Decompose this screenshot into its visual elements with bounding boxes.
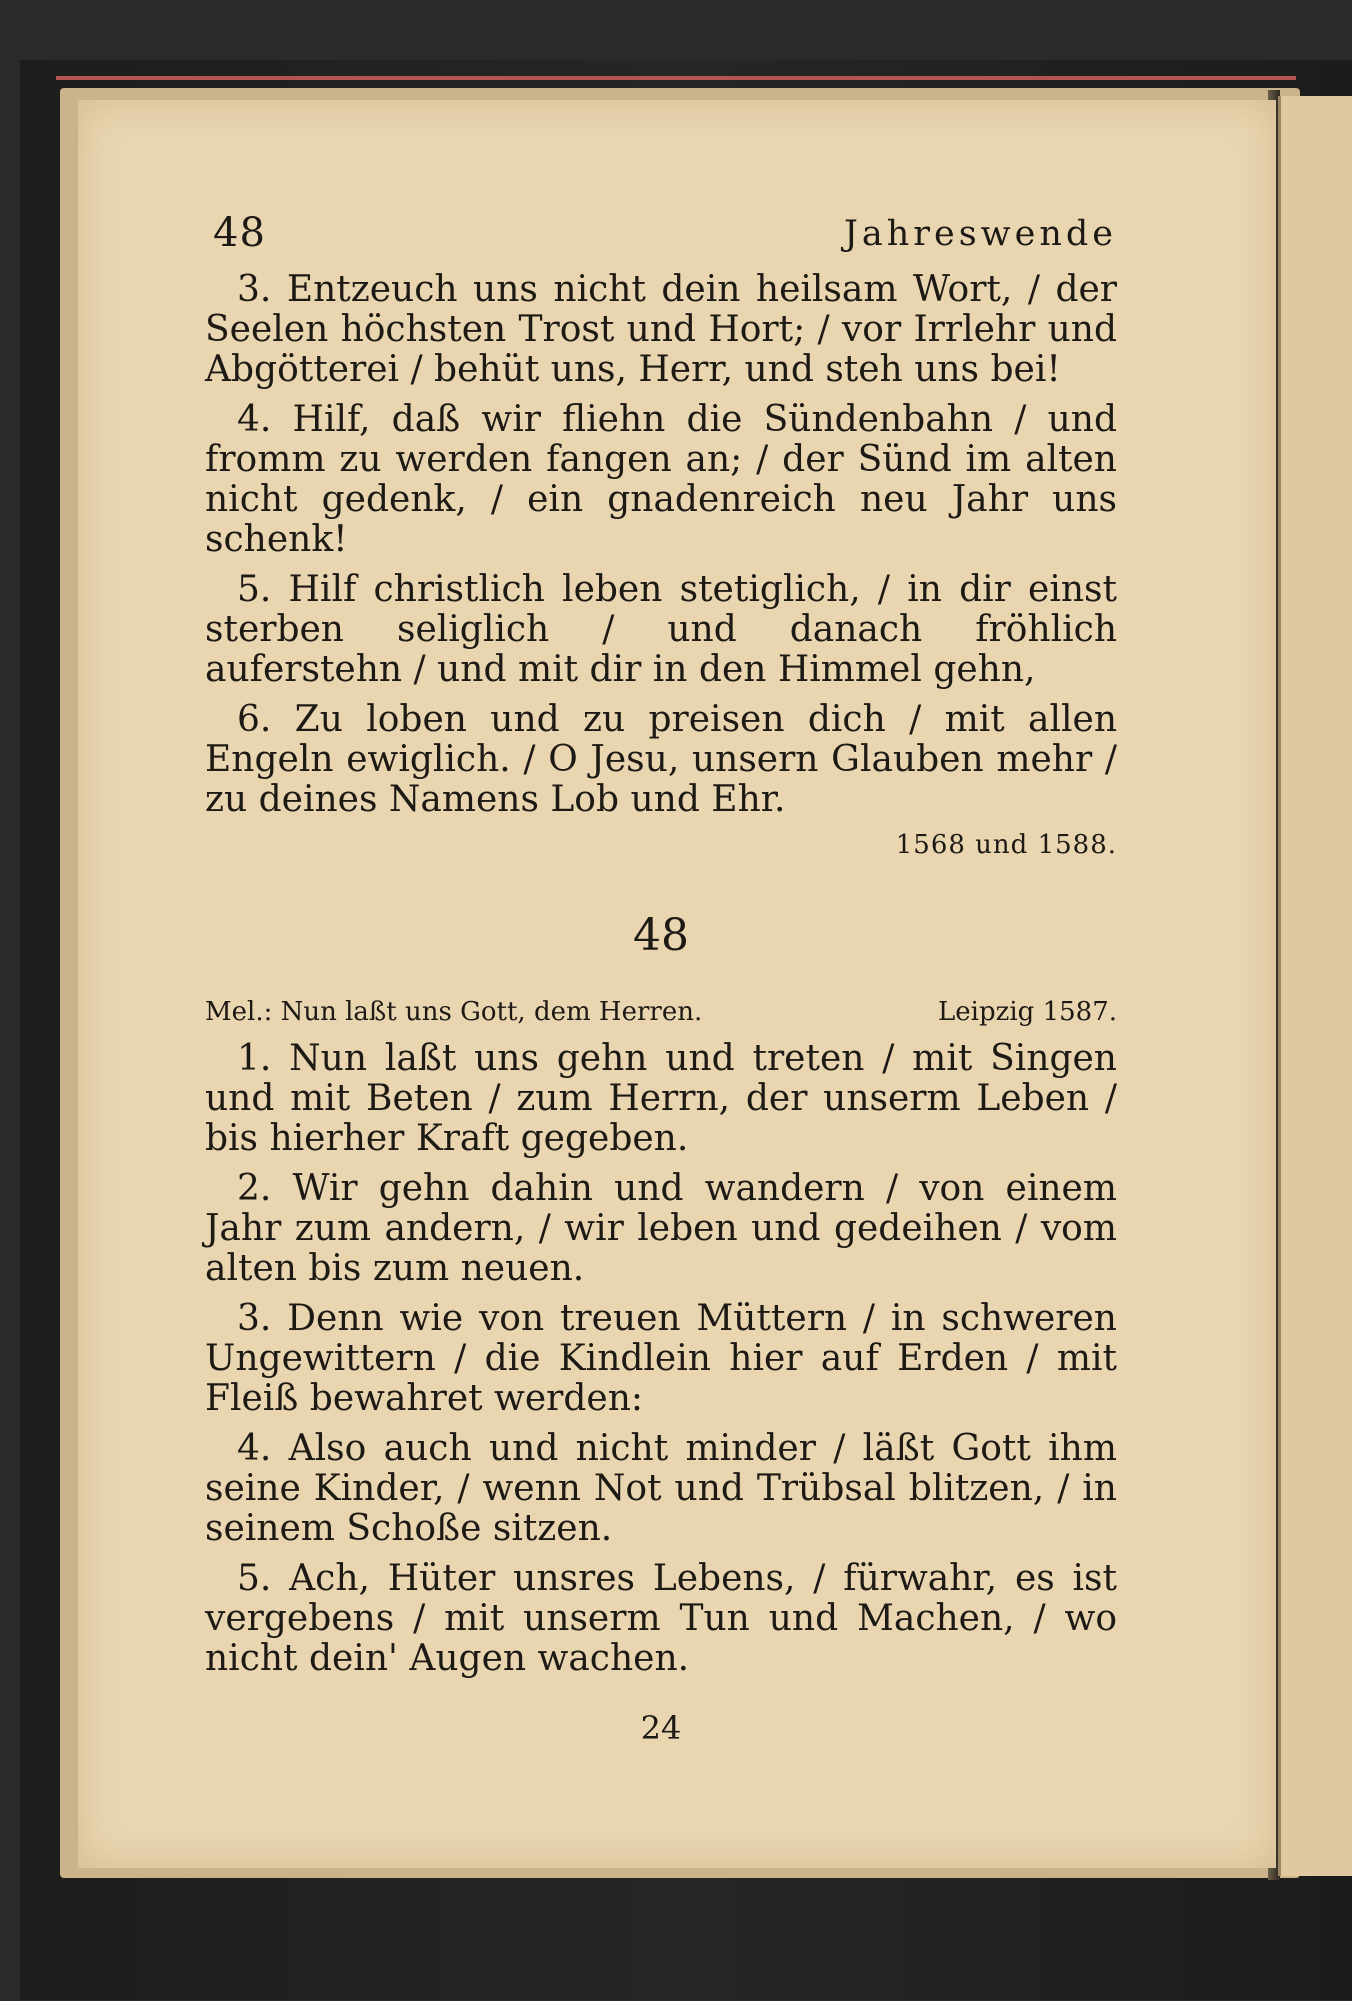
hymn-verses bbox=[205, 1039, 1117, 1679]
signature-mark: 24 bbox=[640, 1709, 682, 1747]
melody-reference: Mel.: Nun laßt uns Gott, dem Herren. bbox=[205, 997, 703, 1027]
facing-page-edge bbox=[1278, 96, 1352, 1876]
previous-hymn bbox=[205, 270, 1117, 860]
verse: 4. Also auch und nicht minder / läßt Gott ihm seine Kinder, / wenn Not und Trübsal blitzen, / in seinem Schoße sitzen. bbox=[205, 1428, 1117, 1549]
page-content bbox=[205, 210, 1117, 1747]
verse: 6. Zu loben und zu preisen dich / mit allen Engeln ewiglich. / O Jesu, unsern Glauben mehr / zu deines Namens Lob und Ehr. bbox=[205, 699, 1117, 820]
verse: 3. Denn wie von treuen Müttern / in schweren Ungewittern / die Kindlein hier auf Erden / mit Fleiß bewahret werden: bbox=[205, 1298, 1117, 1419]
melody-row bbox=[205, 991, 1117, 1039]
verse: 2. Wir gehn dahin und wandern / von einem Jahr zum andern, / wir leben und gedeihen / vom alten bis zum neuen. bbox=[205, 1168, 1117, 1289]
page-number: 48 bbox=[213, 210, 266, 256]
verse: 5. Hilf christlich leben stetiglich, / in dir einst sterben seliglich / und danach fröhlich auferstehn / und mit dir in den Himmel gehn, bbox=[205, 569, 1117, 690]
hymn-dating: 1568 und 1588. bbox=[895, 830, 1117, 860]
cover-edge bbox=[56, 76, 1296, 80]
running-title: Jahreswende bbox=[843, 214, 1117, 254]
verse: 5. Ach, Hüter unsres Lebens, / fürwahr, es ist vergebens / mit unserm Tun und Machen, / wo nicht dein' Augen wachen. bbox=[205, 1558, 1117, 1679]
page-header bbox=[205, 210, 1117, 270]
verse: 1. Nun laßt uns gehn und treten / mit Singen und mit Beten / zum Herrn, der unserm Leben / bis hierher Kraft gegeben. bbox=[205, 1038, 1117, 1159]
verse: 4. Hilf, daß wir fliehn die Sündenbahn / und fromm zu werden fangen an; / der Sünd im alten nicht gedenk, / ein gnadenreich neu Jahr uns schenk! bbox=[205, 399, 1117, 560]
verse: 3. Entzeuch uns nicht dein heilsam Wort, / der Seelen höchsten Trost und Hort; / vor Irrlehr und Abgötterei / behüt uns, Herr, und steh uns bei! bbox=[205, 269, 1117, 390]
hymn-number: 48 bbox=[633, 910, 689, 961]
hymn-origin: Leipzig 1587. bbox=[938, 997, 1117, 1027]
